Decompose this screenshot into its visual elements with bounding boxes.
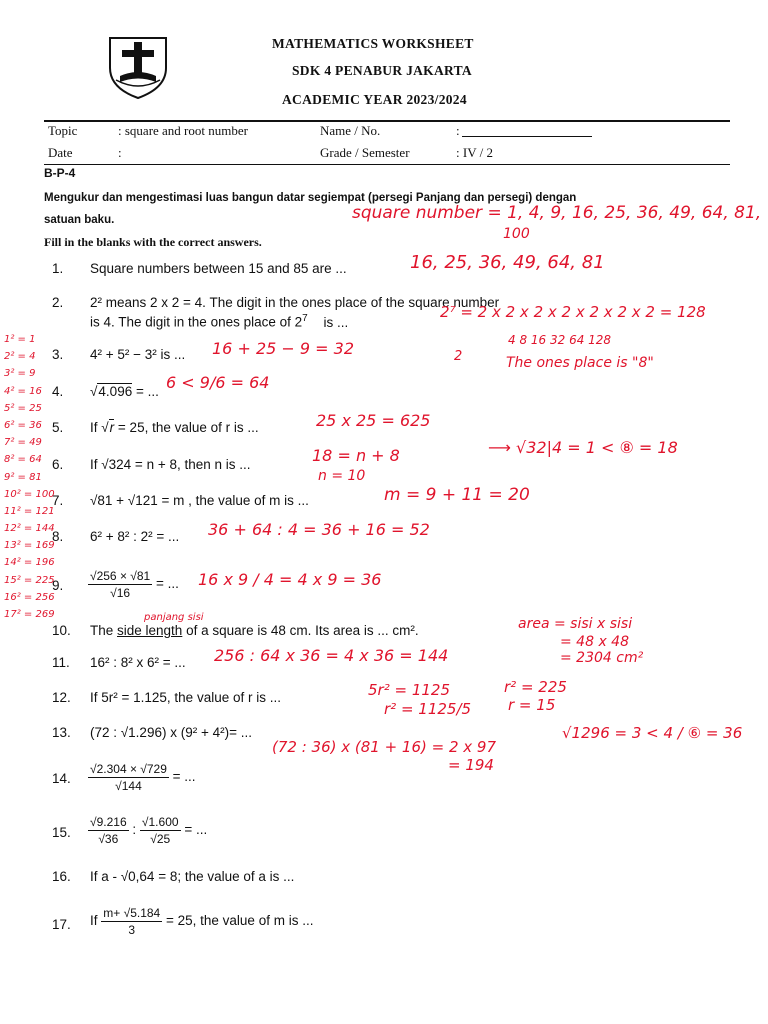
q9-fraction (88, 569, 152, 600)
date-label: Date (48, 145, 73, 160)
hw-answer-6-side: ⟶ √32|4 = 1 < ⑧ = 18 (488, 438, 678, 457)
q1-text: Square numbers between 15 and 85 are ... (90, 261, 347, 276)
date-value: : (118, 145, 122, 160)
hw-answer-10-2: = 48 x 48 (560, 634, 629, 650)
q15-number: 15. (52, 825, 71, 840)
hw-answer-2-note: The ones place is "8" (506, 355, 654, 371)
intro-line-1: Mengukur dan mengestimasi luas bangun datar segiempat (persegi Panjang dan persegi) dengan (44, 192, 577, 204)
q10-text (90, 623, 419, 638)
hw-answer-12-4: r = 15 (508, 696, 556, 714)
q7-number: 7. (52, 493, 64, 508)
q10-post: of a square is 48 cm. Its area is ... cm². (182, 623, 419, 638)
hw-margin-square: 13² = 169 (4, 540, 55, 552)
hw-margin-square: 7² = 49 (4, 437, 42, 449)
q13-number: 13. (52, 725, 71, 740)
q8-text: 6² + 8² : 2² = ... (90, 529, 180, 544)
q13-text: (72 : √1.296) x (9² + 4²)= ... (90, 725, 252, 740)
q11-text: 16² : 8² x 6² = ... (90, 655, 186, 670)
q2-number: 2. (52, 295, 64, 310)
intro-line-2: satuan baku. (44, 214, 115, 226)
topic-label: Topic (48, 123, 78, 138)
q15-fraction-1 (88, 815, 129, 846)
hw-answer-10-over: panjang sisi (144, 612, 204, 623)
hw-margin-square: 6² = 36 (4, 419, 42, 431)
hw-square-list-2: 100 (503, 226, 530, 242)
header-school: SDK 4 PENABUR JAKARTA (292, 63, 472, 78)
topic-value: : square and root number (118, 123, 248, 138)
hw-margin-squares (4, 334, 55, 626)
q5-var: r (109, 420, 115, 435)
q5-number: 5. (52, 420, 64, 435)
q10-pre: The (90, 623, 118, 638)
hw-answer-6-1: 18 = n + 8 (312, 446, 400, 465)
q17-denominator: 3 (128, 923, 136, 937)
hw-answer-13-2: = 194 (448, 756, 494, 774)
q17-pre: If (90, 913, 98, 929)
worksheet-code: B-P-4 (44, 166, 76, 180)
hw-answer-4: 6 < 9/6 = 64 (166, 373, 270, 392)
header-rule (44, 120, 730, 122)
q15-fraction-2 (140, 815, 181, 846)
q17-tail: = 25, the value of m is ... (166, 913, 314, 929)
q14-denominator: √144 (115, 779, 142, 793)
grade-label: Grade / Semester (320, 145, 410, 160)
q14-number: 14. (52, 771, 71, 786)
hw-answer-2: 2⁷ = 2 x 2 x 2 x 2 x 2 x 2 x 2 = 128 (440, 303, 706, 321)
hw-answer-3: 16 + 25 − 9 = 32 (212, 339, 354, 358)
q9-tail: = ... (155, 576, 179, 592)
q9-number: 9. (52, 578, 64, 593)
q14-numerator: √2.304 × √729 (90, 762, 167, 776)
q2-tail: is ... (323, 314, 349, 330)
header-title: MATHEMATICS WORKSHEET (272, 36, 474, 51)
hw-margin-square: 8² = 64 (4, 454, 42, 466)
hw-answer-5: 25 x 25 = 625 (316, 411, 431, 430)
hw-margin-square: 10² = 100 (4, 488, 55, 500)
q5-post: = 25, the value of r is ... (114, 420, 259, 435)
hw-margin-square: 14² = 196 (4, 557, 55, 569)
hw-answer-2-two: 2 (454, 349, 463, 364)
q14-expr (88, 762, 196, 793)
q9-denominator: √16 (110, 586, 131, 600)
hw-margin-square: 3² = 9 (4, 368, 36, 380)
hw-answer-1: 16, 25, 36, 49, 64, 81 (410, 252, 605, 273)
hw-margin-square: 4² = 16 (4, 385, 42, 397)
name-label: Name / No. (320, 123, 381, 138)
q6-text: If √324 = n + 8, then n is ... (90, 457, 251, 472)
name-value: : (456, 123, 460, 138)
hw-margin-square: 15² = 225 (4, 574, 55, 586)
q15-tail: = ... (184, 822, 208, 838)
q5-expr (90, 420, 259, 435)
q3-number: 3. (52, 347, 64, 362)
q5-pre: If √ (90, 420, 109, 435)
q4-expr: √4.096 = ... (90, 384, 159, 399)
hw-margin-square: 2² = 4 (4, 351, 36, 363)
q17-fraction (101, 906, 162, 937)
q12-number: 12. (52, 690, 71, 705)
hw-margin-square: 1² = 1 (4, 334, 36, 345)
q15-denominator-2: √25 (150, 832, 171, 846)
q12-text: If 5r² = 1.125, the value of r is ... (90, 690, 281, 705)
q4-tail: = ... (135, 384, 159, 399)
school-logo (104, 34, 172, 100)
q17-expr (90, 906, 313, 937)
q15-numerator-1: √9.216 (90, 815, 127, 829)
q14-tail: = ... (172, 769, 196, 785)
q9-expr (88, 569, 179, 600)
q2-exponent: 7 (302, 313, 308, 324)
q16-text: If a - √0,64 = 8; the value of a is ... (90, 869, 295, 884)
hw-answer-11: 256 : 64 x 36 = 4 x 36 = 144 (214, 646, 449, 665)
q15-numerator-2: √1.600 (141, 815, 179, 829)
q2-line-1: 2² means 2 x 2 = 4. The digit in the ones place of the square number (90, 295, 500, 310)
q4-number: 4. (52, 384, 64, 399)
hw-answer-10-1: area = sisi x sisi (518, 616, 633, 632)
q9-numerator: √256 × √81 (90, 569, 151, 583)
hw-answer-2-chain: 4 8 16 32 64 128 (508, 333, 612, 347)
info-rule (44, 164, 730, 165)
q7-text: √81 + √121 = m , the value of m is ... (90, 493, 309, 508)
q4-radicand: 4.096 (98, 384, 133, 399)
hw-answer-12-2: r² = 1125/5 (384, 700, 472, 718)
q11-number: 11. (52, 655, 70, 670)
hw-answer-13-1: (72 : 36) x (81 + 16) = 2 x 97 (272, 738, 497, 756)
name-blank-line (462, 136, 592, 137)
q10-underlined: side length (117, 623, 183, 638)
hw-margin-square: 17² = 269 (4, 609, 55, 620)
q8-number: 8. (52, 529, 64, 544)
hw-margin-square: 16² = 256 (4, 591, 55, 603)
q15-denominator-1: √36 (98, 832, 119, 846)
hw-answer-8: 36 + 64 : 4 = 36 + 16 = 52 (208, 520, 430, 539)
hw-margin-square: 5² = 25 (4, 402, 42, 414)
hw-answer-9: 16 x 9 / 4 = 4 x 9 = 36 (198, 570, 382, 589)
q15-separator: : (132, 822, 137, 838)
header-year: ACADEMIC YEAR 2023/2024 (282, 92, 467, 107)
hw-margin-square: 12² = 144 (4, 523, 55, 535)
q10-number: 10. (52, 623, 71, 638)
q6-number: 6. (52, 457, 64, 472)
q1-number: 1. (52, 261, 64, 276)
hw-answer-10-3: = 2304 cm² (560, 650, 644, 666)
q17-numerator: m+ √5.184 (103, 906, 161, 920)
hw-margin-square: 11² = 121 (4, 505, 55, 517)
hw-answer-12-1: 5r² = 1125 (368, 681, 451, 699)
hw-answer-6-2: n = 10 (318, 468, 366, 484)
hw-answer-13-side: √1296 = 3 < 4 / ⑥ = 36 (562, 724, 743, 742)
q17-number: 17. (52, 917, 71, 932)
q14-fraction (88, 762, 169, 793)
hw-square-list: square number = 1, 4, 9, 16, 25, 36, 49, 64, 81, (352, 203, 762, 223)
hw-answer-7: m = 9 + 11 = 20 (384, 485, 530, 505)
hw-answer-12-3: r² = 225 (504, 678, 567, 696)
grade-value: : IV / 2 (456, 145, 493, 160)
hw-margin-square: 9² = 81 (4, 471, 42, 483)
instruction: Fill in the blanks with the correct answers. (44, 235, 262, 249)
q3-text: 4² + 5² − 3² is ... (90, 347, 186, 362)
q15-expr (88, 815, 207, 846)
q16-number: 16. (52, 869, 71, 884)
q2-line-2 (90, 313, 348, 330)
q2-line-2-text: is 4. The digit in the ones place of 2 (90, 314, 303, 330)
